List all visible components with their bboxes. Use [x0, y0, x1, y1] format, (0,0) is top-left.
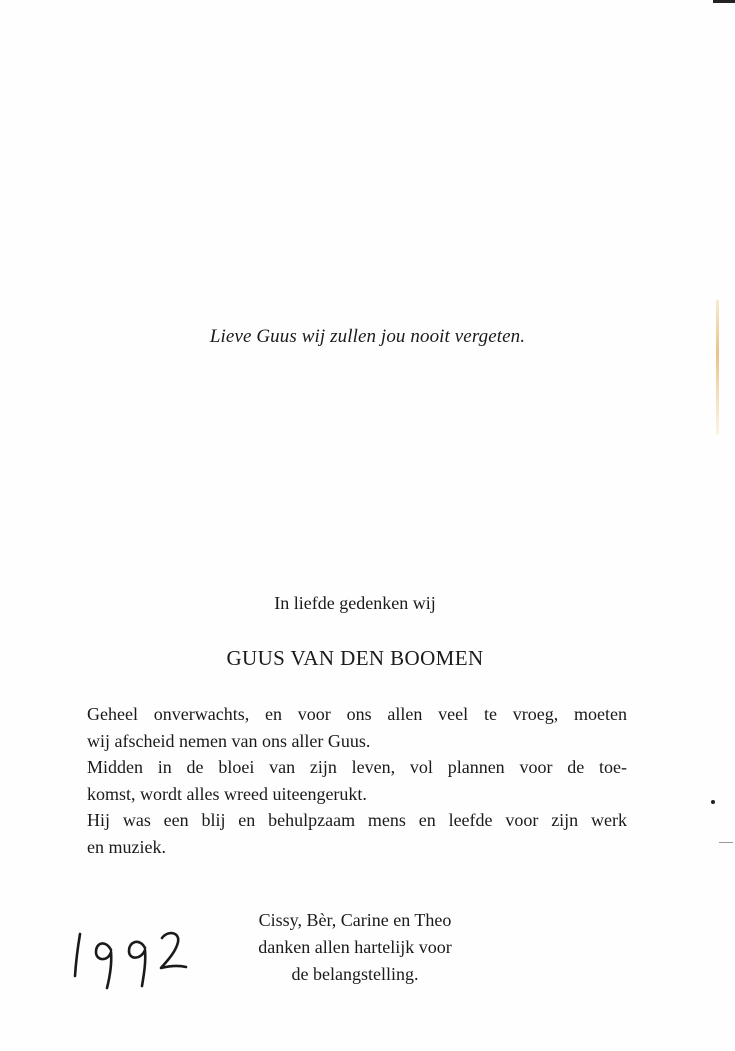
signature-block [200, 907, 510, 988]
signature-line: danken allen hartelijk voor [258, 937, 452, 957]
scan-dash [719, 842, 733, 843]
handwritten-year [66, 924, 196, 994]
body-line: en muziek. [87, 836, 166, 857]
intro-text: In liefde gedenken wij [274, 593, 436, 613]
body-line: Hij was een blij en behulpzaam mens en leefde voor zijn werk [87, 810, 627, 830]
body-line: Midden in de bloei van zijn leven, vol plannen voor de toe- [87, 757, 627, 777]
body-line: wij afscheid nemen van ons aller Guus. [87, 730, 371, 751]
handwritten-year-drawing [66, 924, 196, 994]
signature-line: Cissy, Bèr, Carine en Theo [258, 910, 452, 930]
body-paragraph [87, 701, 627, 860]
signature-line: de belangstelling. [291, 964, 419, 984]
deceased-name: GUUS VAN DEN BOOMEN [226, 646, 484, 670]
body-line: Geheel onverwachts, en voor ons allen veel te vroeg, moeten [87, 704, 627, 724]
scan-edge-mark [713, 0, 735, 3]
body-line: komst, wordt alles wreed uiteengerukt. [87, 783, 367, 804]
paper-stain [716, 300, 719, 435]
scan-speck [711, 800, 715, 804]
motto-text: Lieve Guus wij zullen jou nooit vergeten. [209, 326, 526, 347]
